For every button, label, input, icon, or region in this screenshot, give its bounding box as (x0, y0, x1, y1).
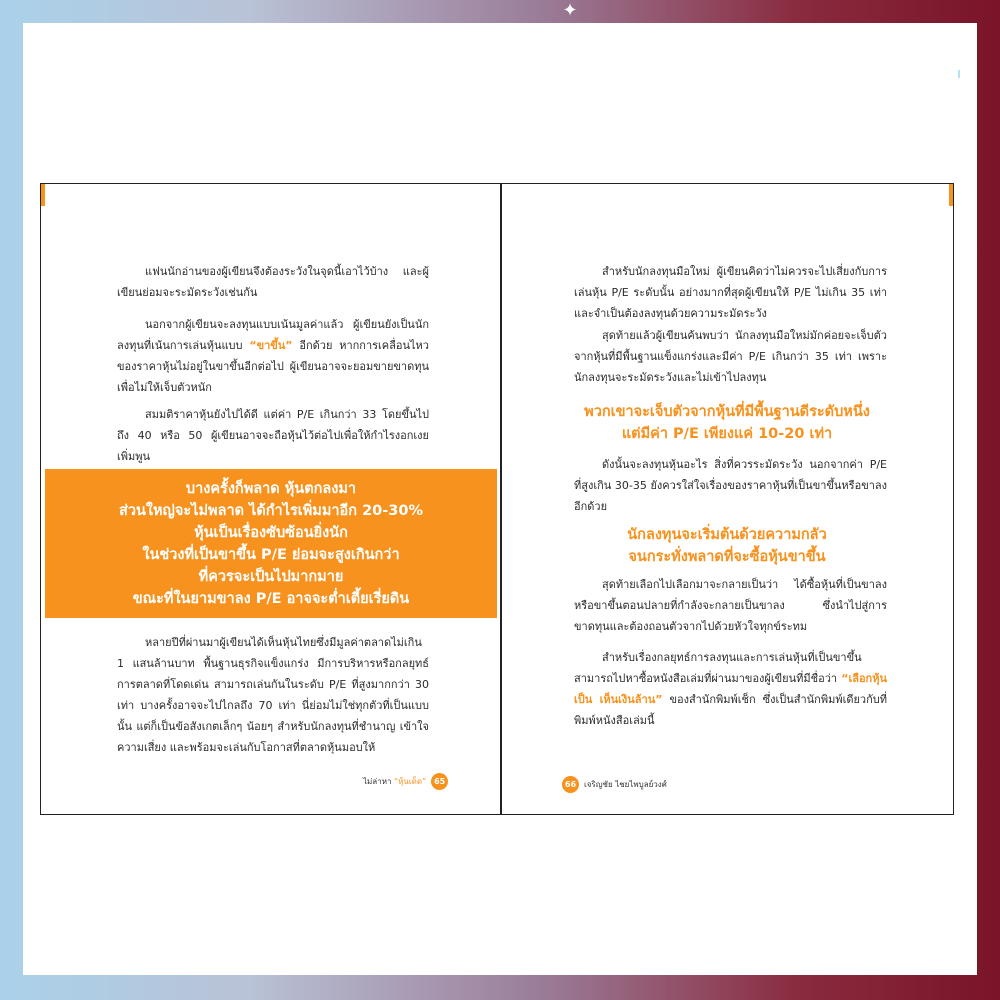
paragraph (117, 261, 429, 303)
paragraph (574, 647, 887, 731)
right-page (502, 184, 953, 814)
highlight-line: ในช่วงที่เป็นขาขึ้น P/E ย่อมจะสูงเกินกว่า (142, 546, 400, 563)
highlight-line: ขณะที่ในยามขาลง P/E อาจจะต่ำเตี้ยเรี่ยดิน (132, 590, 410, 607)
highlight-line: หุ้นเป็นเรื่องซับซ้อนยิ่งนัก (194, 524, 348, 541)
page-footer (562, 776, 667, 793)
paragraph-text: ดังนั้นจะลงทุนหุ้นอะไร สิ่งที่ควรระมัดระวัง นอกจากค่า P/E ที่สูงเกิน 30-35 ยังควรใส่ใจเรื่องของราคาหุ้นที่เป็นขาขึ้นหรือขาลงอีกด้วย (574, 458, 887, 513)
left-page (41, 184, 500, 814)
paragraph (117, 314, 429, 398)
frame-mark (958, 70, 960, 78)
paragraph-text: แฟนนักอ่านของผู้เขียนจึงต้องระวังในจุดนี้เอาไว้บ้าง และผู้เขียนย่อมจะระมัดระวังเช่นกัน (117, 265, 429, 299)
pull-quote-heading: นักลงทุนจะเริ่มต้นด้วยความกลัว จนกระทั่งพลาดที่จะซื้อหุ้นขาขึ้น (627, 527, 827, 565)
pull-quote-heading: พวกเขาจะเจ็บตัวจากหุ้นที่มีพื้นฐานดีระดับหนึ่ง แต่มีค่า P/E เพียงแค่ 10-20 เท่า (584, 404, 870, 442)
page-footer (363, 773, 448, 790)
highlight-line: บางครั้งก็พลาด หุ้นตกลงมา (185, 480, 357, 497)
paragraph (117, 404, 429, 467)
paragraph (574, 325, 887, 388)
highlight-text: “เลือกหุ้นเป็น เห็นเงินล้าน” (574, 672, 887, 706)
page-number: 65 (431, 773, 448, 790)
highlight-text: “ขาขึ้น” (249, 339, 293, 352)
book-spread (40, 183, 954, 815)
paragraph-text: สุดท้ายเลือกไปเลือกมาจะกลายเป็นว่า ได้ซื้อหุ้นที่เป็นขาลงหรือขาขึ้นตอนปลายที่กำลังจะกลายเป็นขาลง ซึ่งนำไปสู่การขาดทุนและต้องถอนตัวจากไปด้วยหัวใจทุกข์ระทม (574, 578, 887, 633)
footer-title: ไม่ล่าหา “หุ้นเด็ด” (363, 777, 427, 786)
paragraph-text: สำหรับเรื่องกลยุทธ์การลงทุนและการเล่นหุ้นที่เป็นขาขึ้นสามารถไปหาซื้อหนังสือเล่มที่ผ่านมาของผู้เขียนที่มีชื่อว่า (574, 651, 862, 685)
paragraph (574, 454, 887, 517)
highlight-line: ที่ควรจะเป็นไปมากมาย (198, 568, 344, 585)
paragraph (574, 574, 887, 637)
page-number: 66 (562, 776, 579, 793)
sparkle-icon: ✦ (562, 0, 578, 21)
paragraph (117, 632, 429, 758)
paragraph-text: ของสำนักพิมพ์เช็ก ซึ่งเป็นสำนักพิมพ์เดียวกับที่พิมพ์หนังสือเล่มนี้ (574, 693, 887, 727)
paragraph-text: สมมติราคาหุ้นยังไปได้ดี แต่ค่า P/E เกินกว่า 33 โดยขึ้นไปถึง 40 หรือ 50 ผู้เขียนอาจจะถือหุ้นไว้ต่อไปเพื่อให้กำไรงอกเงยเพิ่มพูน (117, 408, 429, 463)
paragraph-text: สำหรับนักลงทุนมือใหม่ ผู้เขียนคิดว่าไม่ควรจะไปเสี่ยงกับการเล่นหุ้น P/E ระดับนั้น อย่างมากที่สุดผู้เขียนให้ P/E ไม่เกิน 35 เท่า และจำเป็นต้องลงทุนด้วยความระมัดระวัง (574, 265, 887, 320)
highlight-box (45, 469, 497, 618)
paragraph-text: นอกจากผู้เขียนจะลงทุนแบบเน้นมูลค่าแล้ว ผู้เขียนยังเป็นนักลงทุนที่เน้นการเล่นหุ้นแบบ (117, 318, 429, 352)
footer-author: เจริญชัย ไชยไพบูลย์วงศ์ (584, 780, 667, 789)
paragraph-text: หลายปีที่ผ่านมาผู้เขียนได้เห็นหุ้นไทยซึ่งมีมูลค่าตลาดไม่เกิน 1 แสนล้านบาท พื้นฐานธุรกิจแข็งแกร่ง มีการบริหารหรือกลยุทธ์การตลาดที่โดดเด่น สามารถเล่นกันในระดับ P/E ที่สูงมากกว่า 30 เท่า บางครั้งอาจจะไปไกลถึง 70 เท่า นี่ย่อมไม่ใช่ทุกตัวที่เป็นแบบนั้น แต่ก็เป็นข้อสังเกตเล็กๆ น้อยๆ สำหรับนักลงทุนที่ชำนาญ เข้าใจความเสี่ยง และพร้อมจะเล่นกับโอกาสที่ตลาดหุ้นมอบให้ (117, 636, 429, 754)
paragraph-text: อีกด้วย หากการเคลื่อนไหวของราคาหุ้นไม่อยู่ในขาขึ้นอีกต่อไป ผู้เขียนอาจจะยอมขายขาดทุนเพื่อไม่ให้เจ็บตัวหนัก (117, 339, 429, 394)
paragraph-text: สุดท้ายแล้วผู้เขียนค้นพบว่า นักลงทุนมือใหม่มักค่อยจะเจ็บตัวจากหุ้นที่มีพื้นฐานแข็งแกร่งและมีค่า P/E เกินกว่า 35 เท่า เพราะนักลงทุนจะระมัดระวังและไม่เข้าไปลงทุน (574, 329, 887, 384)
paragraph (574, 261, 887, 324)
highlight-line: ส่วนใหญ่จะไม่พลาด ได้กำไรเพิ่มมาอีก 20-30% (118, 502, 423, 519)
